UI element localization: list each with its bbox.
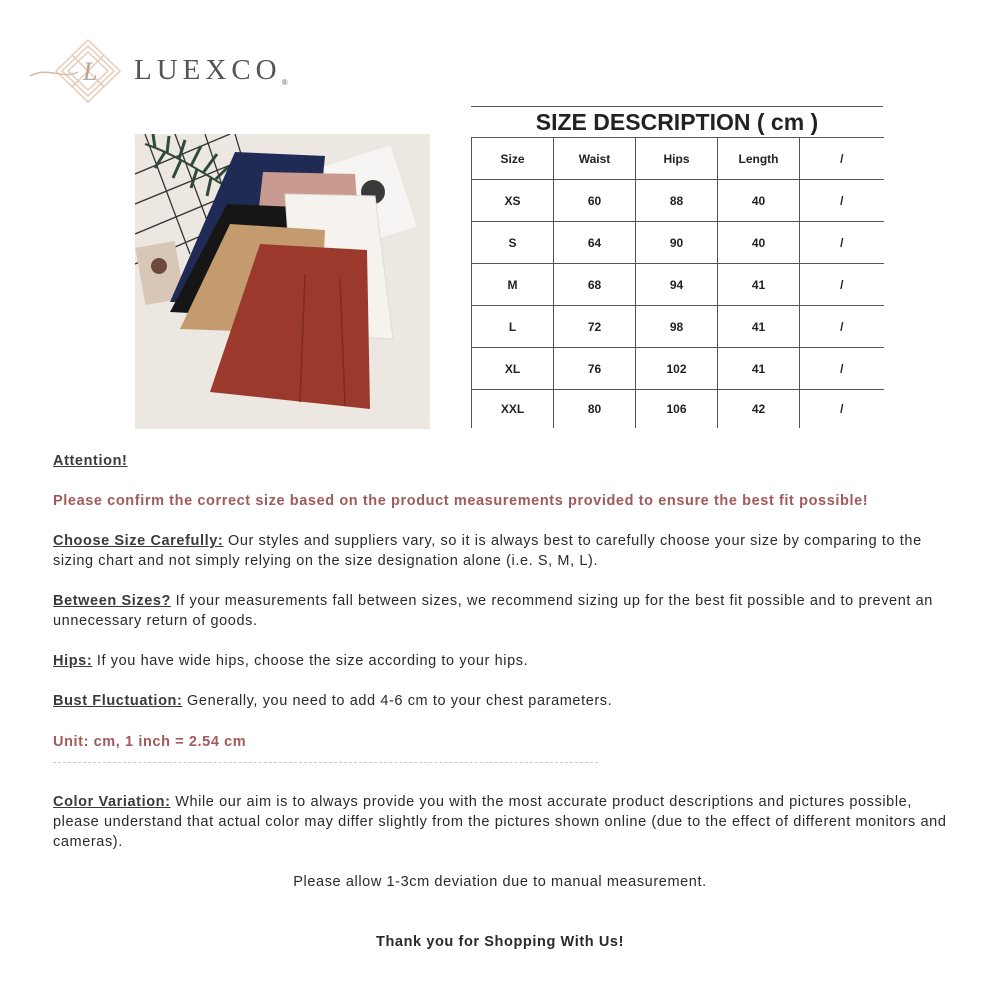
cell-length: 41 xyxy=(718,348,800,390)
cell-size: M xyxy=(472,264,554,306)
choose-size-note xyxy=(53,531,953,571)
logo-diamond-icon xyxy=(28,36,128,106)
cell-size: XXL xyxy=(472,390,554,429)
divider xyxy=(53,762,598,763)
confirm-notice: Please confirm the correct size based on the product measurements provided to ensure the best fit possible! xyxy=(53,493,869,509)
cell-waist: 76 xyxy=(554,348,636,390)
table-row xyxy=(472,306,884,348)
between-sizes-label: Between Sizes? xyxy=(53,593,171,609)
color-variation-text: While our aim is to always provide you with the most accurate product descriptions and pictures possible, please understand that actual color may differ slightly from the pictures shown online (due to the effect of different monitors and cameras). xyxy=(53,794,947,850)
choose-size-text: Our styles and suppliers vary, so it is always best to carefully choose your size by comparing to the sizing chart and not simply relying on the size designation alone (i.e. S, M, L). xyxy=(53,533,922,569)
cell-length: 40 xyxy=(718,180,800,222)
color-variation-label: Color Variation: xyxy=(53,794,171,810)
cell-length: 41 xyxy=(718,306,800,348)
brand-logo xyxy=(28,36,298,106)
hips-note xyxy=(53,651,953,671)
table-row xyxy=(472,348,884,390)
cell-extra: / xyxy=(800,390,884,429)
bust-label: Bust Fluctuation: xyxy=(53,693,183,709)
color-variation-note xyxy=(53,792,953,852)
cell-hips: 98 xyxy=(636,306,718,348)
table-row xyxy=(472,180,884,222)
brand-name: LUEXCO xyxy=(134,54,282,86)
unit-note: Unit: cm, 1 inch = 2.54 cm xyxy=(53,734,247,750)
skirt-photo-icon xyxy=(135,134,430,429)
cell-waist: 64 xyxy=(554,222,636,264)
thank-you: Thank you for Shopping With Us! xyxy=(375,934,625,950)
cell-hips: 94 xyxy=(636,264,718,306)
cell-extra: / xyxy=(800,222,884,264)
cell-length: 40 xyxy=(718,222,800,264)
hips-text: If you have wide hips, choose the size according to your hips. xyxy=(92,653,529,669)
cell-length: 42 xyxy=(718,390,800,429)
attention-heading: Attention! xyxy=(53,453,128,469)
header-size: Size xyxy=(472,138,554,180)
cell-size: L xyxy=(472,306,554,348)
size-grid xyxy=(471,137,884,428)
cell-size: XL xyxy=(472,348,554,390)
cell-extra: / xyxy=(800,348,884,390)
cell-waist: 60 xyxy=(554,180,636,222)
table-header-row xyxy=(472,138,884,180)
table-row xyxy=(472,390,884,429)
cell-hips: 102 xyxy=(636,348,718,390)
cell-extra: / xyxy=(800,264,884,306)
cell-waist: 68 xyxy=(554,264,636,306)
deviation-note: Please allow 1-3cm deviation due to manual measurement. xyxy=(293,874,707,890)
size-table xyxy=(471,106,883,428)
registered-mark: ® xyxy=(281,78,288,87)
bust-note xyxy=(53,691,953,711)
cell-size: XS xyxy=(472,180,554,222)
cell-hips: 106 xyxy=(636,390,718,429)
cell-waist: 80 xyxy=(554,390,636,429)
product-photo xyxy=(135,134,430,429)
cell-waist: 72 xyxy=(554,306,636,348)
cell-length: 41 xyxy=(718,264,800,306)
header-extra: / xyxy=(800,138,884,180)
cell-hips: 88 xyxy=(636,180,718,222)
header-hips: Hips xyxy=(636,138,718,180)
size-table-title: SIZE DESCRIPTION ( cm ) xyxy=(471,106,883,137)
header-waist: Waist xyxy=(554,138,636,180)
choose-size-label: Choose Size Carefully: xyxy=(53,533,224,549)
cell-hips: 90 xyxy=(636,222,718,264)
cell-extra: / xyxy=(800,180,884,222)
header-length: Length xyxy=(718,138,800,180)
between-sizes-note xyxy=(53,591,953,631)
cell-size: S xyxy=(472,222,554,264)
logo-letter: L xyxy=(83,57,98,86)
hips-label: Hips: xyxy=(53,653,93,669)
between-sizes-text: If your measurements fall between sizes, we recommend sizing up for the best fit possible and to prevent an unnecessary return of goods. xyxy=(53,593,933,629)
table-row xyxy=(472,264,884,306)
table-row xyxy=(472,222,884,264)
cell-extra: / xyxy=(800,306,884,348)
bust-text: Generally, you need to add 4-6 cm to your chest parameters. xyxy=(182,693,613,709)
